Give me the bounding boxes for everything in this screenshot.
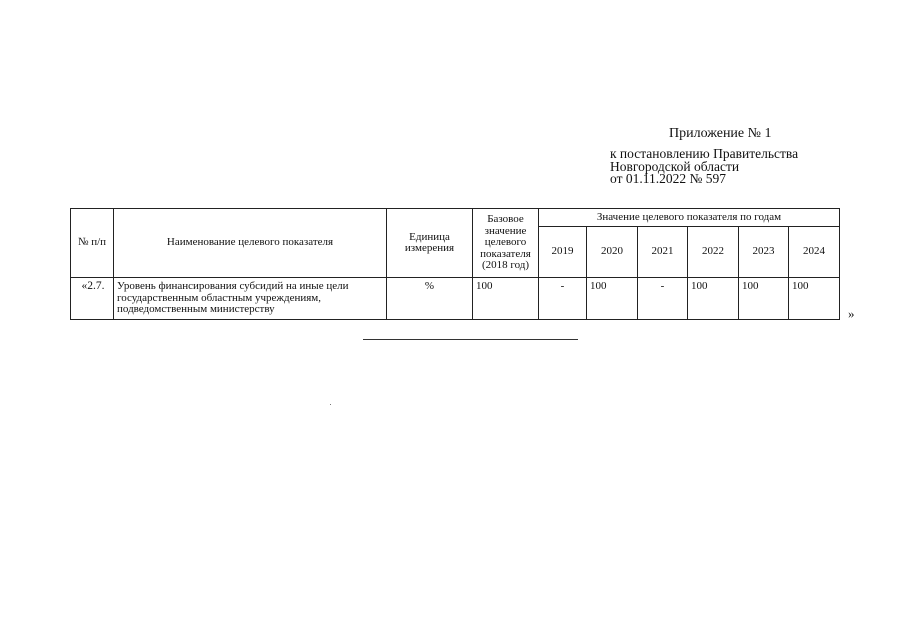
appendix-header <box>610 126 870 186</box>
target-indicators-table <box>70 208 840 320</box>
row-value-2024: 100 <box>789 278 840 320</box>
appendix-date-line: от 01.11.2022 № 597 <box>610 171 726 186</box>
row-value-2020: 100 <box>587 278 638 320</box>
scan-speck <box>330 404 331 405</box>
row-base-value: 100 <box>473 278 539 320</box>
closing-quote: » <box>848 306 855 321</box>
row-unit: % <box>387 278 473 320</box>
header-base-value: Базовое значение целевого показателя (2018 год) <box>473 209 539 278</box>
header-year-2022: 2022 <box>688 227 739 278</box>
row-value-2021: - <box>638 278 688 320</box>
header-years-group: Значение целевого показателя по годам <box>539 209 840 227</box>
header-year-2021: 2021 <box>638 227 688 278</box>
header-year-2020: 2020 <box>587 227 638 278</box>
appendix-decree-line: к постановлению Правительства <box>610 146 799 161</box>
row-value-2019: - <box>539 278 587 320</box>
row-value-2023: 100 <box>739 278 789 320</box>
header-number: № п/п <box>71 209 114 278</box>
appendix-title: Приложение № 1 <box>669 126 772 141</box>
appendix-region-line: Новгородской области <box>610 158 740 174</box>
header-unit: Единица измерения <box>387 209 473 278</box>
row-value-2022: 100 <box>688 278 739 320</box>
header-indicator-name: Наименование целевого показателя <box>114 209 387 278</box>
separator-line <box>363 339 578 340</box>
row-indicator-name: Уровень финансирования субсидий на иные цели государственным областным учреждениям, подведомственным министерству <box>114 278 387 320</box>
table-row <box>71 278 840 320</box>
header-year-2023: 2023 <box>739 227 789 278</box>
header-year-2024: 2024 <box>789 227 840 278</box>
row-number: «2.7. <box>71 278 114 320</box>
header-year-2019: 2019 <box>539 227 587 278</box>
